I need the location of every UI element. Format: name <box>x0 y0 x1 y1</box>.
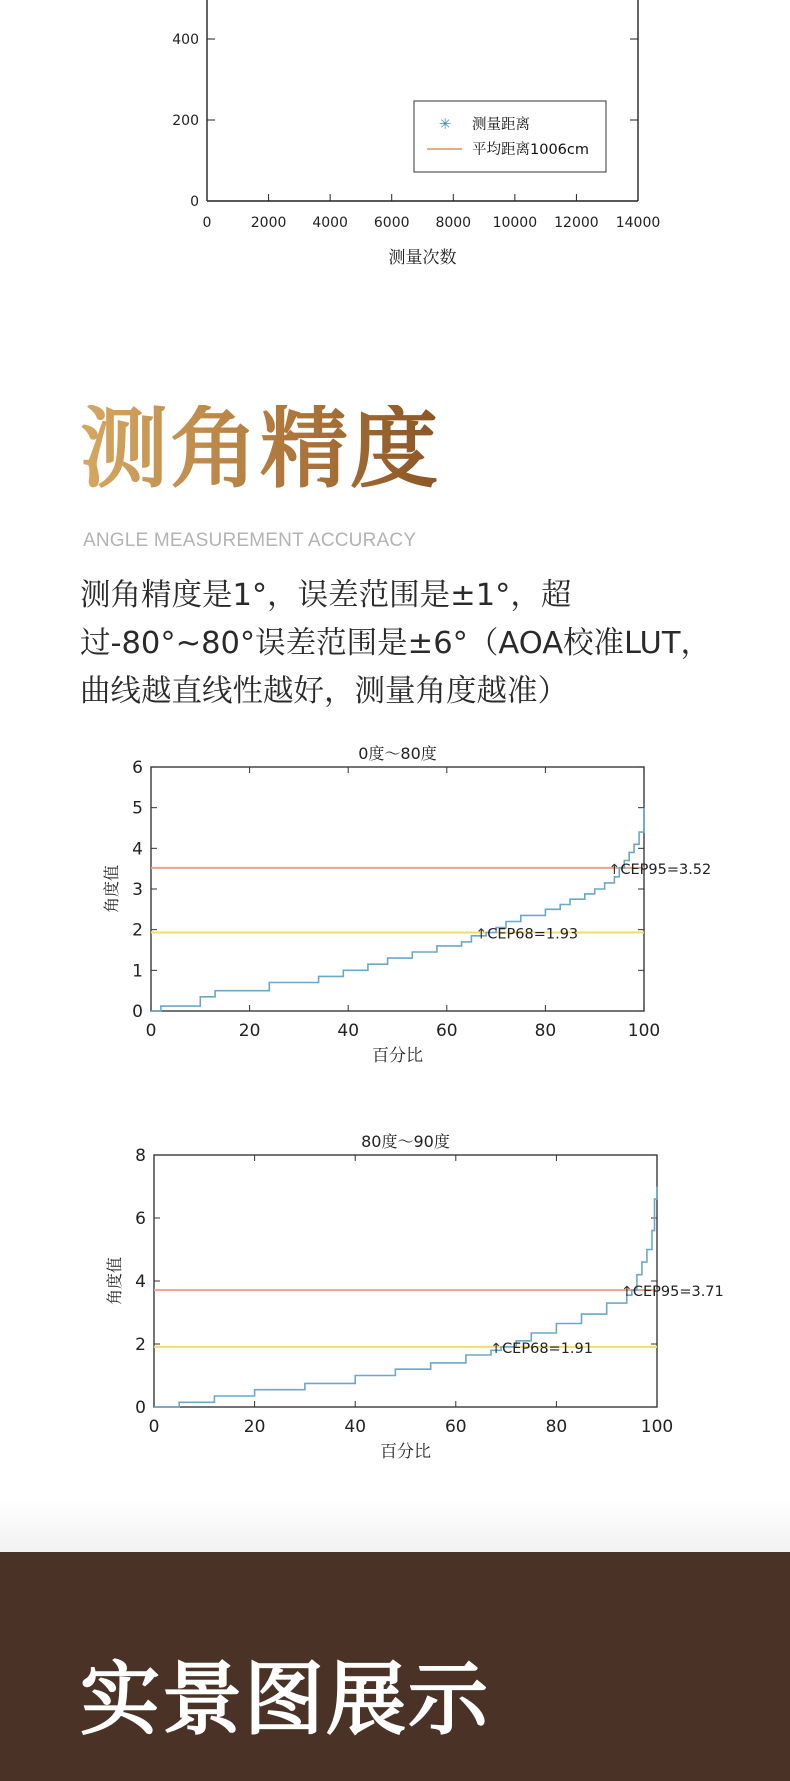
cep95-arrow: ↑ <box>608 861 621 878</box>
cep68-label: CEP68=1.93 <box>487 926 579 943</box>
x-tick-label: 0 <box>202 215 212 231</box>
plot-frame <box>151 767 644 1011</box>
legend-box <box>414 101 606 172</box>
x-tick-label: 0 <box>148 1417 160 1437</box>
y-tick-label: 2 <box>132 920 143 941</box>
legend-star-marker: ✳ <box>438 115 452 133</box>
y-tick-label: 400 <box>172 32 199 48</box>
y-tick-label: 6 <box>135 1209 146 1229</box>
section-description: 测角精度是1°，误差范围是±1°，超过-80°~80°误差范围是±6°（AOA校准LUT，曲线越直线性越好，测量角度越准） <box>80 578 711 709</box>
x-tick-label: 60 <box>435 1021 458 1041</box>
y-tick-label: 4 <box>132 839 143 860</box>
y-tick-label: 5 <box>132 798 143 819</box>
x-tick-label: 2000 <box>250 215 287 231</box>
y-axis-label: 角度值 <box>105 1256 124 1306</box>
legend <box>414 101 606 172</box>
x-axis-label: 百分比 <box>372 1046 423 1066</box>
chart-title: 0度～80度 <box>358 744 437 763</box>
y-tick-label: 8 <box>135 1146 146 1166</box>
section-subtitle: ANGLE MEASUREMENT ACCURACY <box>83 530 417 551</box>
x-tick-label: 80 <box>545 1417 568 1437</box>
x-tick-label: 40 <box>337 1021 360 1041</box>
x-tick-label: 8000 <box>435 215 472 231</box>
x-tick-label: 12000 <box>554 215 599 231</box>
y-tick-label: 0 <box>132 1002 143 1022</box>
cep95-arrow: ↑ <box>620 1284 633 1301</box>
distance-chart <box>0 0 790 290</box>
x-tick-label: 14000 <box>615 215 661 231</box>
y-tick-label: 3 <box>132 880 143 900</box>
x-tick-label: 20 <box>243 1417 266 1437</box>
cep68-arrow: ↑ <box>490 1340 502 1357</box>
y-tick-label: 0 <box>190 194 199 210</box>
y-tick-label: 0 <box>135 1398 146 1418</box>
legend-label-average: 平均距离1006cm <box>472 142 589 158</box>
section-fade <box>0 1500 790 1552</box>
y-tick-label: 1 <box>132 961 143 982</box>
x-tick-label: 6000 <box>373 215 410 231</box>
y-tick-label: 4 <box>135 1272 146 1292</box>
x-tick-label: 4000 <box>312 215 348 231</box>
x-tick-label: 20 <box>238 1021 261 1041</box>
x-tick-label: 80 <box>534 1021 557 1041</box>
x-tick-label: 60 <box>444 1417 467 1437</box>
x-axis-label: 百分比 <box>380 1442 431 1462</box>
cep95-label: CEP95=3.52 <box>620 861 712 878</box>
x-tick-label: 100 <box>627 1021 661 1041</box>
y-tick-label: 6 <box>132 758 143 778</box>
cep68-label: CEP68=1.91 <box>502 1340 593 1357</box>
cep95-label: CEP95=3.71 <box>632 1284 724 1301</box>
y-axis-label: 角度值 <box>102 864 121 914</box>
x-tick-label: 10000 <box>492 215 538 231</box>
angle-chart-80-90 <box>0 1115 790 1475</box>
x-tick-label: 40 <box>344 1417 367 1437</box>
legend-label-measured: 测量距离 <box>472 117 530 133</box>
x-tick-label: 0 <box>145 1021 157 1041</box>
bottom-title: 实景图展示 <box>80 1653 490 1746</box>
y-tick-label: 200 <box>172 113 199 129</box>
section-title: 测角精度 <box>80 397 441 500</box>
angle-chart-0-80 <box>0 730 790 1070</box>
x-tick-label: 100 <box>640 1417 674 1437</box>
x-axis-label: 测量次数 <box>388 248 457 268</box>
y-tick-label: 2 <box>135 1335 146 1355</box>
chart-title: 80度～90度 <box>361 1132 450 1151</box>
cep68-arrow: ↑ <box>475 926 488 943</box>
